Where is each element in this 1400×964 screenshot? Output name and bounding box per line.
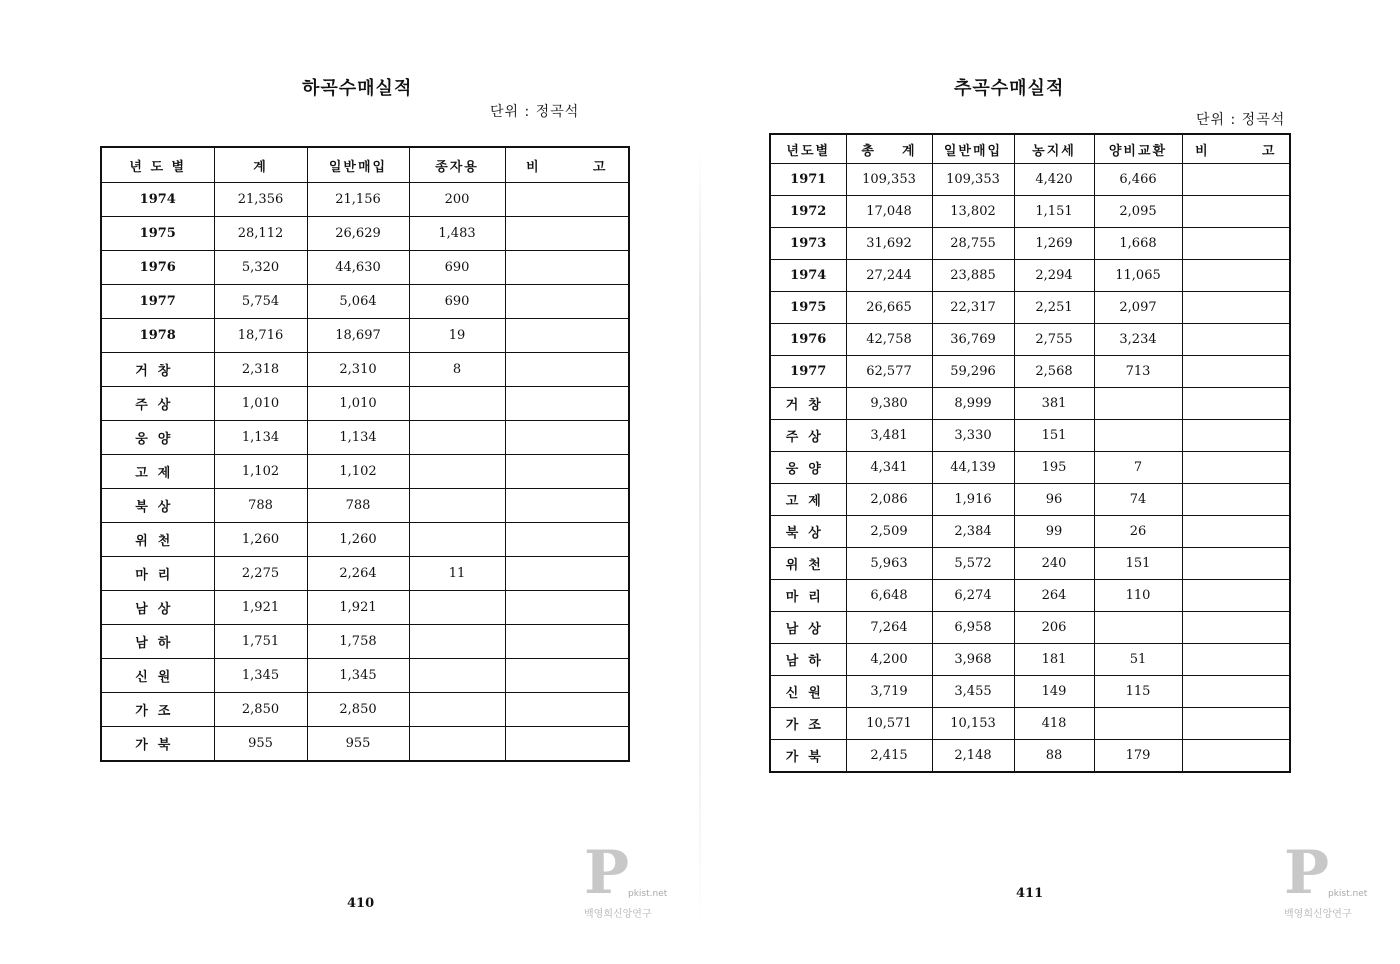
table-row xyxy=(770,164,1290,196)
value-cell: 713 xyxy=(1094,356,1182,388)
row-label: 마리 xyxy=(101,557,214,591)
remarks-cell xyxy=(505,319,629,353)
value-cell: 2,850 xyxy=(307,693,409,727)
value-cell: 2,095 xyxy=(1094,196,1182,228)
table-row xyxy=(770,452,1290,484)
value-cell: 6,958 xyxy=(932,612,1014,644)
value-cell: 1,751 xyxy=(214,625,307,659)
value-cell: 44,139 xyxy=(932,452,1014,484)
value-cell: 11 xyxy=(409,557,505,591)
remarks-cell xyxy=(1182,420,1290,452)
value-cell: 17,048 xyxy=(846,196,932,228)
value-cell: 2,384 xyxy=(932,516,1014,548)
table-row xyxy=(101,319,629,353)
table-row xyxy=(101,489,629,523)
value-cell: 690 xyxy=(409,251,505,285)
value-cell: 51 xyxy=(1094,644,1182,676)
value-cell: 418 xyxy=(1014,708,1094,740)
table-row xyxy=(101,421,629,455)
remarks-cell xyxy=(1182,644,1290,676)
watermark-logo: P xyxy=(1284,838,1330,908)
value-cell: 21,356 xyxy=(214,183,307,217)
right-page xyxy=(700,0,1400,964)
value-cell: 3,968 xyxy=(932,644,1014,676)
value-cell: 88 xyxy=(1014,740,1094,773)
table-row xyxy=(770,484,1290,516)
value-cell: 179 xyxy=(1094,740,1182,773)
value-cell: 42,758 xyxy=(846,324,932,356)
watermark-site: pkist.net xyxy=(628,889,668,899)
value-cell: 8,999 xyxy=(932,388,1014,420)
remarks-cell xyxy=(505,387,629,421)
value-cell xyxy=(409,523,505,557)
value-cell: 1,916 xyxy=(932,484,1014,516)
remarks-cell xyxy=(505,285,629,319)
value-cell: 2,097 xyxy=(1094,292,1182,324)
row-label: 1976 xyxy=(770,324,846,356)
remarks-cell xyxy=(505,557,629,591)
column-header: 총 계 xyxy=(846,134,932,164)
value-cell: 2,251 xyxy=(1014,292,1094,324)
summer-grain-table xyxy=(100,146,630,762)
value-cell: 18,716 xyxy=(214,319,307,353)
remarks-cell xyxy=(505,625,629,659)
autumn-grain-table xyxy=(769,133,1291,773)
value-cell: 149 xyxy=(1014,676,1094,708)
table-row xyxy=(770,676,1290,708)
value-cell: 1,260 xyxy=(307,523,409,557)
row-label: 1975 xyxy=(770,292,846,324)
value-cell: 3,481 xyxy=(846,420,932,452)
remarks-cell xyxy=(505,353,629,387)
value-cell: 2,568 xyxy=(1014,356,1094,388)
value-cell: 264 xyxy=(1014,580,1094,612)
table-row xyxy=(101,455,629,489)
unit-label: 단위 : 정곡석 xyxy=(1196,112,1286,128)
row-label: 1974 xyxy=(101,183,214,217)
value-cell: 5,754 xyxy=(214,285,307,319)
table-row xyxy=(101,353,629,387)
value-cell: 3,455 xyxy=(932,676,1014,708)
remarks-cell xyxy=(1182,164,1290,196)
value-cell: 1,921 xyxy=(307,591,409,625)
column-header: 계 xyxy=(214,147,307,183)
value-cell: 1,668 xyxy=(1094,228,1182,260)
value-cell: 26,665 xyxy=(846,292,932,324)
remarks-cell xyxy=(505,183,629,217)
value-cell: 3,234 xyxy=(1094,324,1182,356)
remarks-cell xyxy=(1182,356,1290,388)
table-row xyxy=(101,387,629,421)
value-cell: 22,317 xyxy=(932,292,1014,324)
value-cell: 31,692 xyxy=(846,228,932,260)
value-cell: 3,330 xyxy=(932,420,1014,452)
table-row xyxy=(101,659,629,693)
value-cell: 1,758 xyxy=(307,625,409,659)
value-cell: 1,010 xyxy=(214,387,307,421)
value-cell: 59,296 xyxy=(932,356,1014,388)
row-label: 1978 xyxy=(101,319,214,353)
value-cell: 96 xyxy=(1014,484,1094,516)
value-cell: 181 xyxy=(1014,644,1094,676)
remarks-cell xyxy=(505,523,629,557)
table-row xyxy=(101,251,629,285)
remarks-cell xyxy=(505,217,629,251)
watermark-org: 백영희신앙연구 xyxy=(1284,909,1352,920)
value-cell xyxy=(1094,388,1182,420)
value-cell xyxy=(409,659,505,693)
row-label: 가북 xyxy=(770,740,846,773)
value-cell: 2,755 xyxy=(1014,324,1094,356)
value-cell: 1,260 xyxy=(214,523,307,557)
value-cell: 2,148 xyxy=(932,740,1014,773)
remarks-cell xyxy=(1182,292,1290,324)
value-cell: 955 xyxy=(307,727,409,762)
value-cell: 690 xyxy=(409,285,505,319)
value-cell: 200 xyxy=(409,183,505,217)
value-cell: 955 xyxy=(214,727,307,762)
remarks-cell xyxy=(1182,260,1290,292)
page-title: 하곡수매실적 xyxy=(302,78,413,99)
table-row xyxy=(770,292,1290,324)
value-cell: 6,466 xyxy=(1094,164,1182,196)
table-row xyxy=(770,388,1290,420)
value-cell: 788 xyxy=(214,489,307,523)
remarks-cell xyxy=(505,421,629,455)
value-cell: 2,294 xyxy=(1014,260,1094,292)
value-cell: 1,134 xyxy=(307,421,409,455)
row-label: 위천 xyxy=(101,523,214,557)
value-cell xyxy=(1094,420,1182,452)
value-cell: 8 xyxy=(409,353,505,387)
value-cell: 1,483 xyxy=(409,217,505,251)
row-label: 거창 xyxy=(770,388,846,420)
row-label: 1972 xyxy=(770,196,846,228)
value-cell: 7 xyxy=(1094,452,1182,484)
row-label: 가북 xyxy=(101,727,214,762)
table-row xyxy=(770,324,1290,356)
value-cell xyxy=(409,591,505,625)
table-row xyxy=(770,612,1290,644)
watermark xyxy=(584,838,668,923)
row-label: 북상 xyxy=(770,516,846,548)
row-label: 가조 xyxy=(101,693,214,727)
row-label: 남하 xyxy=(770,644,846,676)
value-cell: 19 xyxy=(409,319,505,353)
table-row xyxy=(770,740,1290,773)
column-header: 일반매입 xyxy=(932,134,1014,164)
row-label: 마리 xyxy=(770,580,846,612)
row-label: 고제 xyxy=(770,484,846,516)
table-row xyxy=(770,548,1290,580)
table-row xyxy=(770,228,1290,260)
row-label: 주상 xyxy=(770,420,846,452)
page-number: 411 xyxy=(1016,886,1044,901)
remarks-cell xyxy=(1182,516,1290,548)
value-cell xyxy=(409,625,505,659)
column-header: 년 도 별 xyxy=(101,147,214,183)
value-cell xyxy=(1094,612,1182,644)
row-label: 1977 xyxy=(101,285,214,319)
value-cell: 26 xyxy=(1094,516,1182,548)
remarks-cell xyxy=(1182,612,1290,644)
row-label: 주상 xyxy=(101,387,214,421)
table-header-row xyxy=(101,147,629,183)
table-row xyxy=(101,217,629,251)
table-row xyxy=(101,285,629,319)
value-cell: 1,010 xyxy=(307,387,409,421)
value-cell: 5,963 xyxy=(846,548,932,580)
value-cell: 2,264 xyxy=(307,557,409,591)
value-cell xyxy=(409,489,505,523)
remarks-cell xyxy=(505,489,629,523)
value-cell: 4,341 xyxy=(846,452,932,484)
remarks-cell xyxy=(505,693,629,727)
remarks-cell xyxy=(1182,676,1290,708)
row-label: 고제 xyxy=(101,455,214,489)
watermark-site: pkist.net xyxy=(1328,889,1368,899)
value-cell: 74 xyxy=(1094,484,1182,516)
row-label: 남상 xyxy=(770,612,846,644)
table-row xyxy=(770,356,1290,388)
value-cell: 1,269 xyxy=(1014,228,1094,260)
value-cell: 4,200 xyxy=(846,644,932,676)
value-cell: 62,577 xyxy=(846,356,932,388)
value-cell: 5,320 xyxy=(214,251,307,285)
value-cell: 10,153 xyxy=(932,708,1014,740)
row-label: 웅양 xyxy=(101,421,214,455)
value-cell: 36,769 xyxy=(932,324,1014,356)
table-row xyxy=(101,693,629,727)
value-cell: 10,571 xyxy=(846,708,932,740)
remarks-cell xyxy=(505,455,629,489)
page-title: 추곡수매실적 xyxy=(954,78,1065,99)
value-cell: 9,380 xyxy=(846,388,932,420)
value-cell: 1,345 xyxy=(214,659,307,693)
value-cell: 1,151 xyxy=(1014,196,1094,228)
column-header: 양비교환 xyxy=(1094,134,1182,164)
row-label: 1973 xyxy=(770,228,846,260)
value-cell: 1,134 xyxy=(214,421,307,455)
value-cell: 27,244 xyxy=(846,260,932,292)
value-cell: 1,102 xyxy=(214,455,307,489)
column-header: 농지세 xyxy=(1014,134,1094,164)
remarks-cell xyxy=(505,591,629,625)
row-label: 남하 xyxy=(101,625,214,659)
value-cell xyxy=(1094,708,1182,740)
remarks-cell xyxy=(1182,388,1290,420)
value-cell: 6,648 xyxy=(846,580,932,612)
value-cell: 109,353 xyxy=(846,164,932,196)
row-label: 1974 xyxy=(770,260,846,292)
value-cell: 110 xyxy=(1094,580,1182,612)
value-cell: 381 xyxy=(1014,388,1094,420)
value-cell xyxy=(409,693,505,727)
table-row xyxy=(770,644,1290,676)
row-label: 남상 xyxy=(101,591,214,625)
value-cell: 2,086 xyxy=(846,484,932,516)
remarks-cell xyxy=(1182,580,1290,612)
page-number: 410 xyxy=(347,896,375,911)
remarks-cell xyxy=(1182,452,1290,484)
remarks-cell xyxy=(1182,740,1290,773)
value-cell: 99 xyxy=(1014,516,1094,548)
value-cell: 44,630 xyxy=(307,251,409,285)
value-cell: 109,353 xyxy=(932,164,1014,196)
table-header-row xyxy=(770,134,1290,164)
table-row xyxy=(101,625,629,659)
value-cell: 5,572 xyxy=(932,548,1014,580)
remarks-cell xyxy=(505,659,629,693)
value-cell: 2,318 xyxy=(214,353,307,387)
value-cell: 21,156 xyxy=(307,183,409,217)
value-cell: 206 xyxy=(1014,612,1094,644)
watermark-org: 백영희신앙연구 xyxy=(584,909,652,920)
value-cell: 23,885 xyxy=(932,260,1014,292)
table-row xyxy=(770,708,1290,740)
value-cell xyxy=(409,387,505,421)
watermark xyxy=(1284,838,1368,923)
row-label: 가조 xyxy=(770,708,846,740)
column-header: 비 고 xyxy=(505,147,629,183)
row-label: 1977 xyxy=(770,356,846,388)
remarks-cell xyxy=(505,251,629,285)
value-cell: 240 xyxy=(1014,548,1094,580)
watermark-logo: P xyxy=(584,838,630,908)
table-row xyxy=(770,516,1290,548)
row-label: 1971 xyxy=(770,164,846,196)
table-row xyxy=(770,580,1290,612)
value-cell: 2,850 xyxy=(214,693,307,727)
value-cell: 195 xyxy=(1014,452,1094,484)
row-label: 1976 xyxy=(101,251,214,285)
row-label: 신원 xyxy=(770,676,846,708)
value-cell: 2,415 xyxy=(846,740,932,773)
table-row xyxy=(101,727,629,762)
value-cell: 151 xyxy=(1014,420,1094,452)
value-cell: 26,629 xyxy=(307,217,409,251)
value-cell xyxy=(409,455,505,489)
unit-label: 단위 : 정곡석 xyxy=(490,104,580,120)
value-cell: 18,697 xyxy=(307,319,409,353)
value-cell: 4,420 xyxy=(1014,164,1094,196)
value-cell: 28,112 xyxy=(214,217,307,251)
value-cell: 1,102 xyxy=(307,455,409,489)
remarks-cell xyxy=(1182,324,1290,356)
value-cell: 1,921 xyxy=(214,591,307,625)
column-header: 일반매입 xyxy=(307,147,409,183)
table-row xyxy=(770,260,1290,292)
value-cell: 11,065 xyxy=(1094,260,1182,292)
remarks-cell xyxy=(1182,228,1290,260)
value-cell xyxy=(409,421,505,455)
value-cell: 1,345 xyxy=(307,659,409,693)
remarks-cell xyxy=(1182,196,1290,228)
column-header: 종자용 xyxy=(409,147,505,183)
remarks-cell xyxy=(505,727,629,762)
table-row xyxy=(770,196,1290,228)
table-row xyxy=(101,183,629,217)
column-header: 년도별 xyxy=(770,134,846,164)
remarks-cell xyxy=(1182,484,1290,516)
value-cell: 5,064 xyxy=(307,285,409,319)
column-header: 비 고 xyxy=(1182,134,1290,164)
row-label: 웅양 xyxy=(770,452,846,484)
value-cell: 115 xyxy=(1094,676,1182,708)
value-cell: 2,275 xyxy=(214,557,307,591)
row-label: 신원 xyxy=(101,659,214,693)
table-row xyxy=(101,557,629,591)
value-cell: 151 xyxy=(1094,548,1182,580)
remarks-cell xyxy=(1182,708,1290,740)
value-cell: 28,755 xyxy=(932,228,1014,260)
value-cell: 6,274 xyxy=(932,580,1014,612)
value-cell xyxy=(409,727,505,762)
row-label: 거창 xyxy=(101,353,214,387)
value-cell: 13,802 xyxy=(932,196,1014,228)
value-cell: 788 xyxy=(307,489,409,523)
row-label: 위천 xyxy=(770,548,846,580)
table-row xyxy=(101,591,629,625)
value-cell: 7,264 xyxy=(846,612,932,644)
value-cell: 2,310 xyxy=(307,353,409,387)
value-cell: 3,719 xyxy=(846,676,932,708)
value-cell: 2,509 xyxy=(846,516,932,548)
table-row xyxy=(101,523,629,557)
row-label: 북상 xyxy=(101,489,214,523)
table-row xyxy=(770,420,1290,452)
remarks-cell xyxy=(1182,548,1290,580)
row-label: 1975 xyxy=(101,217,214,251)
